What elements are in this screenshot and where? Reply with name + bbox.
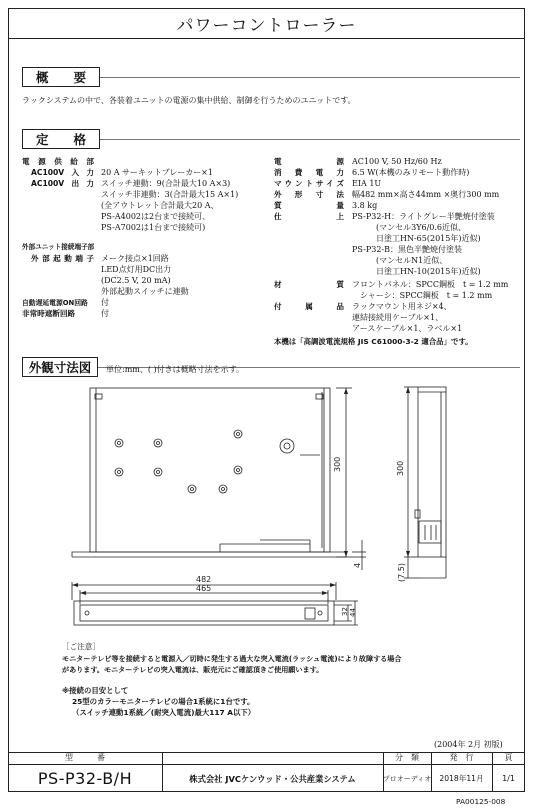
- specs-heading: 定 格: [22, 129, 100, 149]
- spec-finish-line: PS-P32-H：ライトグレー半艶焼付塗装: [352, 212, 495, 221]
- spec-finish-line: (マンセル3Y6/0.6近似、: [376, 223, 466, 232]
- spec-consumption-label: 消費電力: [274, 168, 344, 177]
- document-title: パワーコントローラー: [176, 16, 357, 36]
- spec-finish-line: PS-P32-B：黒色半艶焼付塗装: [352, 245, 463, 254]
- side-view-outline: [418, 387, 446, 557]
- top-view-outline: [90, 388, 330, 552]
- spec-mount-value: EIA 1U: [352, 179, 382, 188]
- spec-ac-out-label: AC100V出力: [31, 179, 94, 188]
- dim-height-inner: 32: [341, 607, 349, 616]
- model-number: PS-P32-B/H: [37, 769, 133, 788]
- caution-guide-line: 25型のカラーモニターテレビの場合1系統に1台です。: [72, 697, 255, 706]
- dim-foot: 4: [353, 562, 362, 568]
- spec-accessory-label: 付属品: [274, 302, 344, 311]
- spec-auto-delay-label: 自動遅延電源ON回路: [22, 299, 88, 307]
- date-note: (2004年 2月 初版): [434, 740, 503, 749]
- dim-depth-side: 300: [396, 460, 405, 476]
- spec-ext-unit-label: 外部ユニット接続端子部: [22, 243, 95, 251]
- spec-finish-line: (マンセルN1近似、: [376, 256, 448, 265]
- dim-width-outer: 482: [196, 575, 212, 584]
- caution-line: があります。モニターテレビの突入電流は、販売元にご確認頂きご使用願います。: [62, 665, 324, 674]
- dimension-drawing: [0, 376, 533, 634]
- spec-power-label: 電源: [274, 157, 344, 166]
- spec-emergency-value: 付: [101, 309, 109, 318]
- drawing-unit-note: 単位:mm、( )付きは概略寸法を示す。: [106, 365, 245, 374]
- spec-finish-label: 仕上: [274, 212, 344, 221]
- spec-accessory-line: ラックマウント用ネジ×4、: [352, 302, 452, 311]
- spec-power-supply-label: 電源供給部: [22, 157, 94, 166]
- category-header: 分 類: [395, 753, 419, 762]
- dim-bottom-gap: (7.5): [397, 563, 406, 582]
- spec-compliance-note: 本機は「高調波電流規格 JIS C61000-3-2 適合品」です。: [274, 337, 473, 346]
- spec-mass-label: 質量: [274, 201, 344, 210]
- spec-ext-start-line: LED点灯用DC出力: [101, 265, 172, 274]
- spec-ext-start-label: 外部起動端子: [31, 254, 94, 263]
- category-value: プロオーディオ: [382, 774, 432, 783]
- spec-accessory-line: アースケーブル×1、ラベル×1: [352, 324, 463, 333]
- title-divider: [8, 38, 525, 39]
- document-number: PA00125-008: [456, 797, 506, 806]
- model-header: 型 番: [65, 753, 105, 762]
- spec-material-line: フロントパネル：SPCC鋼板 t = 1.2 mm: [352, 280, 509, 289]
- spec-ac-out-line: PS-A4002は2台まで接続可、: [101, 212, 211, 221]
- dim-depth-top: 300: [333, 456, 342, 472]
- drawing-heading: 外観寸法図: [22, 357, 98, 377]
- spec-consumption-value: 6.5 W(本機のみリモート動作時): [352, 168, 470, 177]
- spec-finish-line: 日塗工HN-10(2015年)近似): [376, 267, 481, 276]
- front-view-outline: [74, 601, 334, 625]
- dim-height-outer: 44: [349, 608, 357, 617]
- overview-text: ラックシステムの中で、各装着ユニットの電源の集中供給、制御を行うためのユニットです。: [22, 96, 356, 105]
- spec-ac-out-line: PS-A7002は1台まで接続可): [101, 223, 206, 232]
- spec-emergency-label: 非常時遮断回路: [22, 309, 76, 318]
- spec-accessory-line: 連結接続用ケーブル×1、: [352, 313, 444, 322]
- caution-line: モニターテレビ等を接続すると電源入／切時に発生する過大な突入電流(ラッシュ電流)により故障する場合: [62, 654, 402, 663]
- spec-ac-out-line: (全アウトレット合計最大20 A、: [101, 201, 219, 210]
- spec-ext-start-line: (DC2.5 V, 20 mA): [101, 276, 171, 285]
- spec-dims-value: 幅482 mm×高さ44mm ×奥行300 mm: [352, 190, 500, 199]
- spec-material-label: 材質: [274, 280, 344, 289]
- company-name: 株式会社 JVCケンウッド・公共産業システム: [189, 773, 356, 784]
- spec-ac-in-label: AC100V入力: [31, 168, 94, 177]
- spec-ac-out-line: スイッチ非連動：3(合計最大15 A×1): [101, 190, 239, 199]
- spec-ac-in-value: 20 A サーキットブレーカー×1: [101, 168, 213, 177]
- issue-header: 発 行: [449, 753, 474, 762]
- spec-dims-label: 外形寸法: [274, 190, 344, 199]
- caution-guide-line: （スイッチ連動1系統／(耐突入電流)最大117 A以下）: [72, 708, 256, 717]
- spec-ext-start-line: 外部起動スイッチに連動: [101, 287, 189, 296]
- dim-width-inner: 465: [196, 584, 212, 593]
- spec-mount-label: マウントサイズ: [274, 179, 344, 188]
- overview-heading: 概 要: [22, 67, 100, 87]
- spec-power-value: AC100 V, 50 Hz/60 Hz: [352, 157, 442, 166]
- caution-guide-heading: ※接続の目安として: [62, 686, 129, 695]
- spec-material-line: シャーシ：SPCC鋼板 t = 1.2 mm: [360, 291, 493, 300]
- page-value: 1/1: [502, 774, 515, 783]
- issue-value: 2018年11月: [439, 774, 484, 783]
- spec-auto-delay-value: 付: [101, 298, 109, 307]
- caution-heading: ［ご注意］: [62, 642, 100, 651]
- page-header: 頁: [504, 753, 513, 762]
- spec-ac-out-line: スイッチ連動：9(合計最大10 A×3): [101, 179, 231, 188]
- spec-finish-line: 日塗工HN-65(2015年)近似): [376, 234, 481, 243]
- spec-ext-start-line: メーク接点×1回路: [101, 254, 169, 263]
- spec-mass-value: 3.8 kg: [352, 201, 378, 210]
